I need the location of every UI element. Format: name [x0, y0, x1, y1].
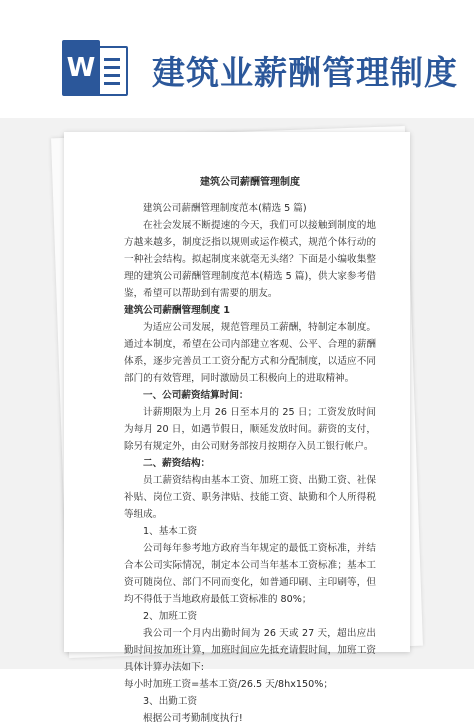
- overtime-formula: 每小时加班工资=基本工资/26.5 天/8hx150%；: [124, 679, 333, 690]
- section-title: 建筑公司薪酬管理制度 1: [124, 305, 230, 316]
- item-overtime: 2、加班工资: [143, 611, 198, 622]
- item-base-salary: 1、基本工资: [143, 526, 198, 537]
- document-preview-area: [0, 118, 474, 724]
- paragraph-structure: 员工薪资结构由基本工资、加班工资、出勤工资、社保补贴、岗位工资、职务津贴、技能工资、缺勤和个人所得税等组成。: [124, 475, 376, 520]
- heading-settlement-time: 一、公司薪资结算时间：: [143, 390, 249, 401]
- word-letter: W: [62, 40, 100, 96]
- paragraph-overtime: 我公司一个月内出勤时间为 26 天或 27 天，超出应出勤时间按加班计算，加班时间应先抵充请假时间，加班工资具体计算办法如下:: [124, 628, 376, 673]
- word-document-icon: [62, 40, 128, 96]
- paragraph-settlement: 计薪期限为上月 26 日至本月的 25 日；工资发放时间为每月 20 日，如遇节假日，顺延发放时间。薪资的支付，除另有规定外，由公司财务部按月按期存入员工银行帐户。: [124, 407, 376, 452]
- paragraph-purpose: 为适应公司发展，规范管理员工薪酬，特制定本制度。通过本制度，希望在公司内部建立客观、公平、合理的薪酬体系，逐步完善员工工资分配方式和分配制度，以适应不同部门的有效管理，同时激励员工积极向上的进取精神。: [124, 322, 376, 384]
- header-banner: [0, 0, 474, 118]
- paragraph-base-salary: 公司每年参考地方政府当年规定的最低工资标准，并结合本公司实际情况，制定本公司当年基本工资标准；基本工资可随岗位、部门不同而变化，如普通印刷、主印刷等，但均不得低于当地政府最低工资标准的 80%；: [124, 543, 376, 605]
- heading-salary-structure: 二、薪资结构：: [143, 458, 211, 469]
- document-title: 建筑公司薪酬管理制度: [200, 177, 300, 188]
- document-intro: 建筑公司薪酬管理制度范本(精选 5 篇): [143, 203, 307, 214]
- paragraph-attendance: 根据公司考勤制度执行!: [143, 713, 243, 724]
- document-content: [124, 174, 376, 727]
- item-attendance: 3、出勤工资: [143, 696, 198, 707]
- banner-title: 建筑业薪酬管理制度: [152, 53, 458, 92]
- paragraph-intro: 在社会发展不断提速的今天，我们可以接触到制度的地方越来越多，制度泛指以规则或运作模式，规范个体行动的一种社会结构。拟起制度来就毫无头绪？下面是小编收集整理的建筑公司薪酬管理制度范本(精选 5 篇)，供大家参考借鉴，希望可以帮助到有需要的朋友。: [124, 220, 376, 299]
- document-page: [64, 132, 410, 724]
